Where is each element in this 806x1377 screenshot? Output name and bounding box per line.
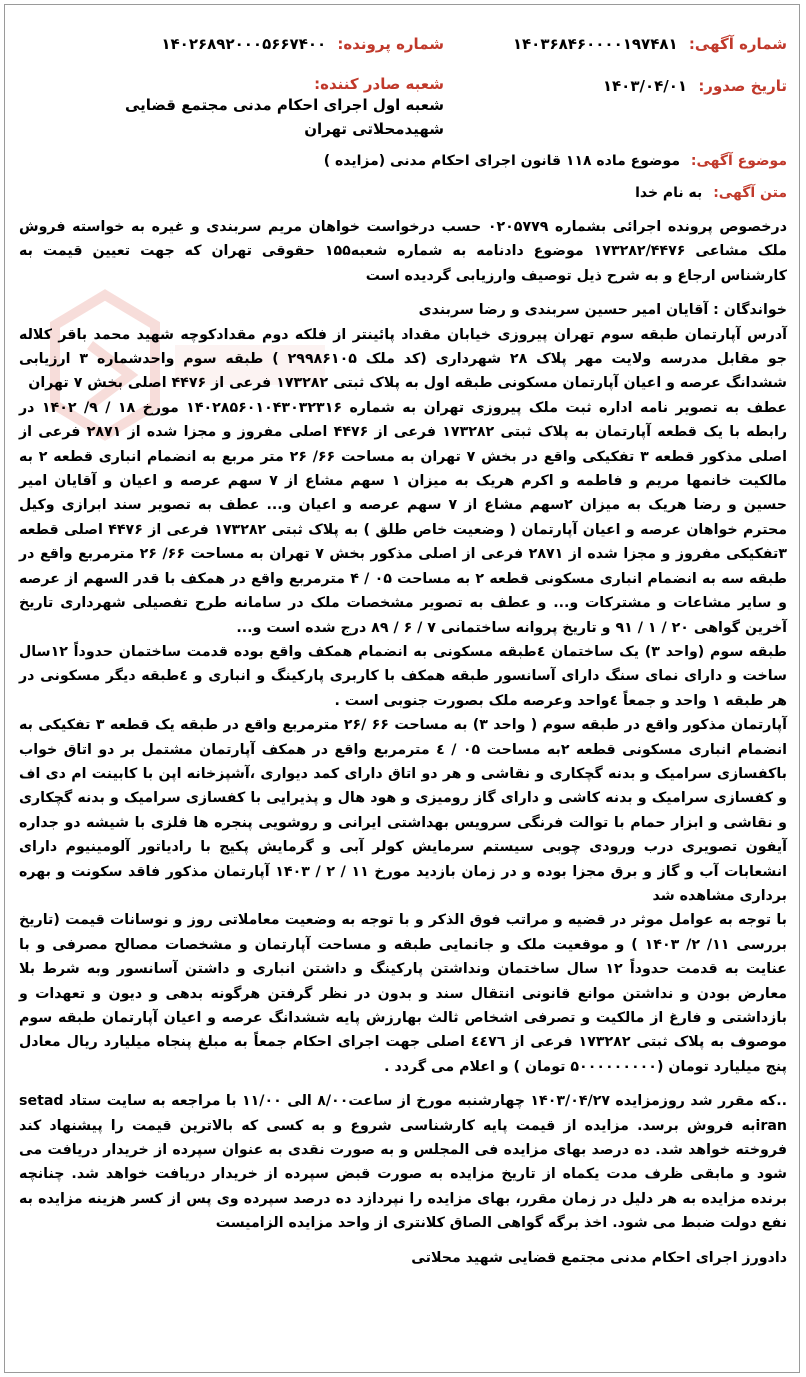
ad-number-row [513, 35, 787, 53]
paragraph-case-intro: درخصوص پرونده اجرائی بشماره ۰۲۰۵۷۷۹ حسب درخواست خواهان مریم سربندی و غیره به خواسته فروش ملک مشاعی ۱۷۳۲۸۲/۴۴۷۶ موضوع دادنامه به شماره شعبه۱۵۵ حقوقی تهران که جهت تعیین قیمت به کارشناس ارجاع و به شرح ذیل توصیف وارزیابی گردیده است [19, 219, 788, 284]
paragraph-defendants: خواندگان : آقایان امیر حسین سربندی و رضا سربندی [418, 302, 787, 319]
issue-date: ۱۴۰۳/۰۴/۰۱ [602, 77, 688, 95]
notice-body [19, 215, 787, 1270]
issuer: شعبه اول اجرای احکام مدنی مجتمع قضایی شهیدمحلاتی تهران [124, 96, 444, 138]
subject-row [324, 153, 787, 169]
paragraph-valuation: با توجه به عوامل موثر در قضیه و مراتب فوق الذکر و با توجه به وضعیت معاملاتی روز و نوسانات قیمت (تاریخ بررسی ۱۱/ ۲/ ۱۴۰۳ ) و موقعیت ملک و جانمایی طبقه و مساحت آپارتمان و مشخصات مصالح مصرفی و با عنایت به قدمت حدوداً ۱۲ سال ساختمان ونداشتن پارکینگ و داشتن انباری و داشتن آسانسور وبه شرط بلا معارض بودن و نداشتن موانع قانونی انتقال سند و بدون در نظر گرفتن هرگونه بدهی و دیون و تعهدات و بازداشتی و فارغ از مالکیت و تصرفی اشخاص ثالث بهارزش پایه ششدانگ عرصه و اعیان آپارتمان طبقه سوم موصوف به پلاک ثبتی ۱۷۳۲۸۲ فرعی از ٤٤٧٦ اصلی جهت اجرای احکام جمعاً به مبلغ پنجاه میلیارد ریال معادل پنج میلیارد تومان (۵۰۰۰۰۰۰۰۰۰ تومان ) و اعلام می گردد . [19, 912, 788, 1075]
text-heading: به نام خدا [635, 185, 703, 201]
text-label: متن آگهی: [713, 185, 787, 201]
paragraph-signature: دادورز اجرای احکام مدنی مجتمع قضایی شهید محلاتی [411, 1249, 787, 1266]
paragraph-auction: ..که مقرر شد روزمزایده ۱۴۰۳/۰۴/۲۷ چهارشنبه مورخ از ساعت۸/۰۰ الی ۱۱/۰۰ با مراجعه به سایت ستاد setad iranبه فروش برسد. مزایده از قیمت پایه کارشناسی شروع و به کسی که بالاترین قیمت را پیشنهاد کند فروخته خواهد شد. ده درصد بهای مزایده فی المجلس و به صورت نقدی به عنوان سپرده از خریدار دریافت می شود و مابقی ظرف مدت یکماه از تاریخ مزایده به صورت قبض سپرده از خریدار دریافت خواهد شد. چنانچه برنده مزایده به هر دلیل در زمان مقرر، بهای مزایده را نپردازد ده درصد سپرده وی پس از کسر هزینه مزایده به نفع دولت ضبط می شود. اخذ برگه گواهی الصاق کلانتری از واحد مزایده الزامیست [19, 1093, 787, 1232]
paragraph-apartment: آپارتمان مذکور واقع در طبقه سوم ( واحد ۳) به مساحت ۶۶ /۲۶ مترمربع واقع در طبقه یک قطعه ۳ تفکیکی به انضمام انباری مسکونی قطعه ۲به مساحت ۰۵ / ٤ مترمربع واقع در همکف آپارتمان مشتمل بر دو اتاق خواب باکفسازی سرامیک و بدنه گچکاری و نقاشی و هر دو اتاق دارای کمد دیواری ،آشپزخانه اپن با کابینت ام دی اف و کفسازی سرامیک و بدنه کاشی و دارای گاز رومیزی و هود هال و پذیرایی با کفسازی سرامیک و بدنه گچکاری و نقاشی و ابزار حمام با توالت فرنگی سرویس بهداشتی ایرانی و روشویی پنجره ها فلزی با شیشه دو جداره آیفون تصویری درب ورودی چوبی سیستم سرمایش کولر آبی و گرمایش پکیج با رادیاتور آلومینیوم دارای انشعابات آب و گاز و برق مجزا بوده و در زمان بازدید مورخ ۱۱ / ۲ / ۱۴۰۳ آپارتمان مذکور فاقد سکونت و بهره برداری مشاهده شد [19, 717, 788, 904]
paragraph-building: طبقه سوم (واحد ۳) یک ساختمان ٤طبقه مسکونی به انضمام همکف واقع بوده قدمت ساختمان حدوداً ۱۲سال ساخت و دارای نمای سنگ دارای آسانسور طبقه همکف با کاربری پارکینگ و انباری و ٤طبقه دیگر مسکونی در هر طبقه ۱ واحد و جمعاً ٤واحد وعرصه ملک بصورت جنوبی است . [19, 643, 788, 709]
text-intro-row [635, 185, 787, 201]
notice-frame [4, 4, 800, 1373]
issue-date-label: تاریخ صدور: [698, 77, 787, 95]
subject-value: موضوع ماده ۱۱۸ قانون اجرای احکام مدنی (مزایده ) [323, 153, 680, 169]
issuer-label: شعبه صادر کننده: [314, 75, 444, 93]
case-number-label: شماره پرونده: [337, 35, 444, 53]
ad-number-label: شماره آگهی: [688, 35, 787, 53]
issuer-row [5, 75, 444, 141]
paragraph-registry: عطف به تصویر نامه اداره ثبت ملک پیروزی تهران به شماره ۱۴۰۲۸۵۶۰۱۰۴۳۰۳۲۳۱۶ مورخ ۱۸ / ۹/ ۱۴۰۲ در رابطه با یک قطعه آپارتمان به پلاک ثبتی ۱۷۳۲۸۲ فرعی از ۴۴۷۶ اصلی مفروز و مجزا شده از ۲۸۷۱ فرعی از اصلی مذکور قطعه ۳ تفکیکی واقع در بخش ۷ تهران به مساحت ۶۶/ ۲۶ متر مربع به انضمام انباری قطعه ۲ به مالکیت خانمها مریم و فاطمه و اکرم هریک به میزان ۱ سهم مشاع از ۷ سهم عرصه و اعیان و آقایان امیر حسین و رضا هریک به میزان ۲سهم مشاع از ۷ سهم عرصه و اعیان و... عطف به تصویر سند ابرازی وکیل محترم خواهان عرصه و اعیان آپارتمان ( وضعیت خاص طلق ) به پلاک ثبتی ۱۷۳۲۸۲ فرعی از ۴۴۷۶ اصلی قطعه ۳تفکیکی مفروز و مجزا شده از ۲۸۷۱ فرعی از اصلی مذکور بخش ۷ تهران به مساحت ۶۶/ ۲۶ مترمربع واقع در طبقه سه به انضمام انباری مسکونی قطعه ۲ به مساحت ۰۵ / ۴ مترمربع واقع در همکف با قدر السهم از عرصه و سایر مشاعات و مشترکات و... و عطف به تصویر مشخصات ملک در سامانه طرح تفصیلی شهرداری تاریخ آخرین گواهی ۲۰ / ۱ / ۹۱ و تاریخ پروانه ساختمانی ۷ / ۶ / ۸۹ درج شده است و... [19, 399, 788, 636]
issue-date-row [603, 77, 787, 95]
case-number-row [161, 35, 444, 53]
case-number: ۱۴۰۲۶۸۹۲۰۰۰۵۶۶۷۴۰۰ [161, 35, 327, 53]
subject-label: موضوع آگهی: [690, 153, 787, 169]
paragraph-address: آدرس آپارتمان طبقه سوم تهران پیروزی خیابان مقداد پائینتر از فلکه دوم مقدادکوچه شهید محمد باقر کلاله جو مقابل مدرسه ولایت مهر پلاک ۲۸ شهرداری (کد ملک ۲۹۹۸۶۱۰۵ ) طبقه سوم واحدشماره ۳ ارزیابی ششدانگ عرصه و اعیان آپارتمان مسکونی طبقه اول به پلاک ثبتی ۱۷۳۲۸۲ فرعی از ۴۴۷۶ اصلی بخش ۷ تهران [19, 326, 787, 392]
ad-number: ۱۴۰۳۶۸۴۶۰۰۰۰۱۹۷۴۸۱ [512, 35, 678, 53]
